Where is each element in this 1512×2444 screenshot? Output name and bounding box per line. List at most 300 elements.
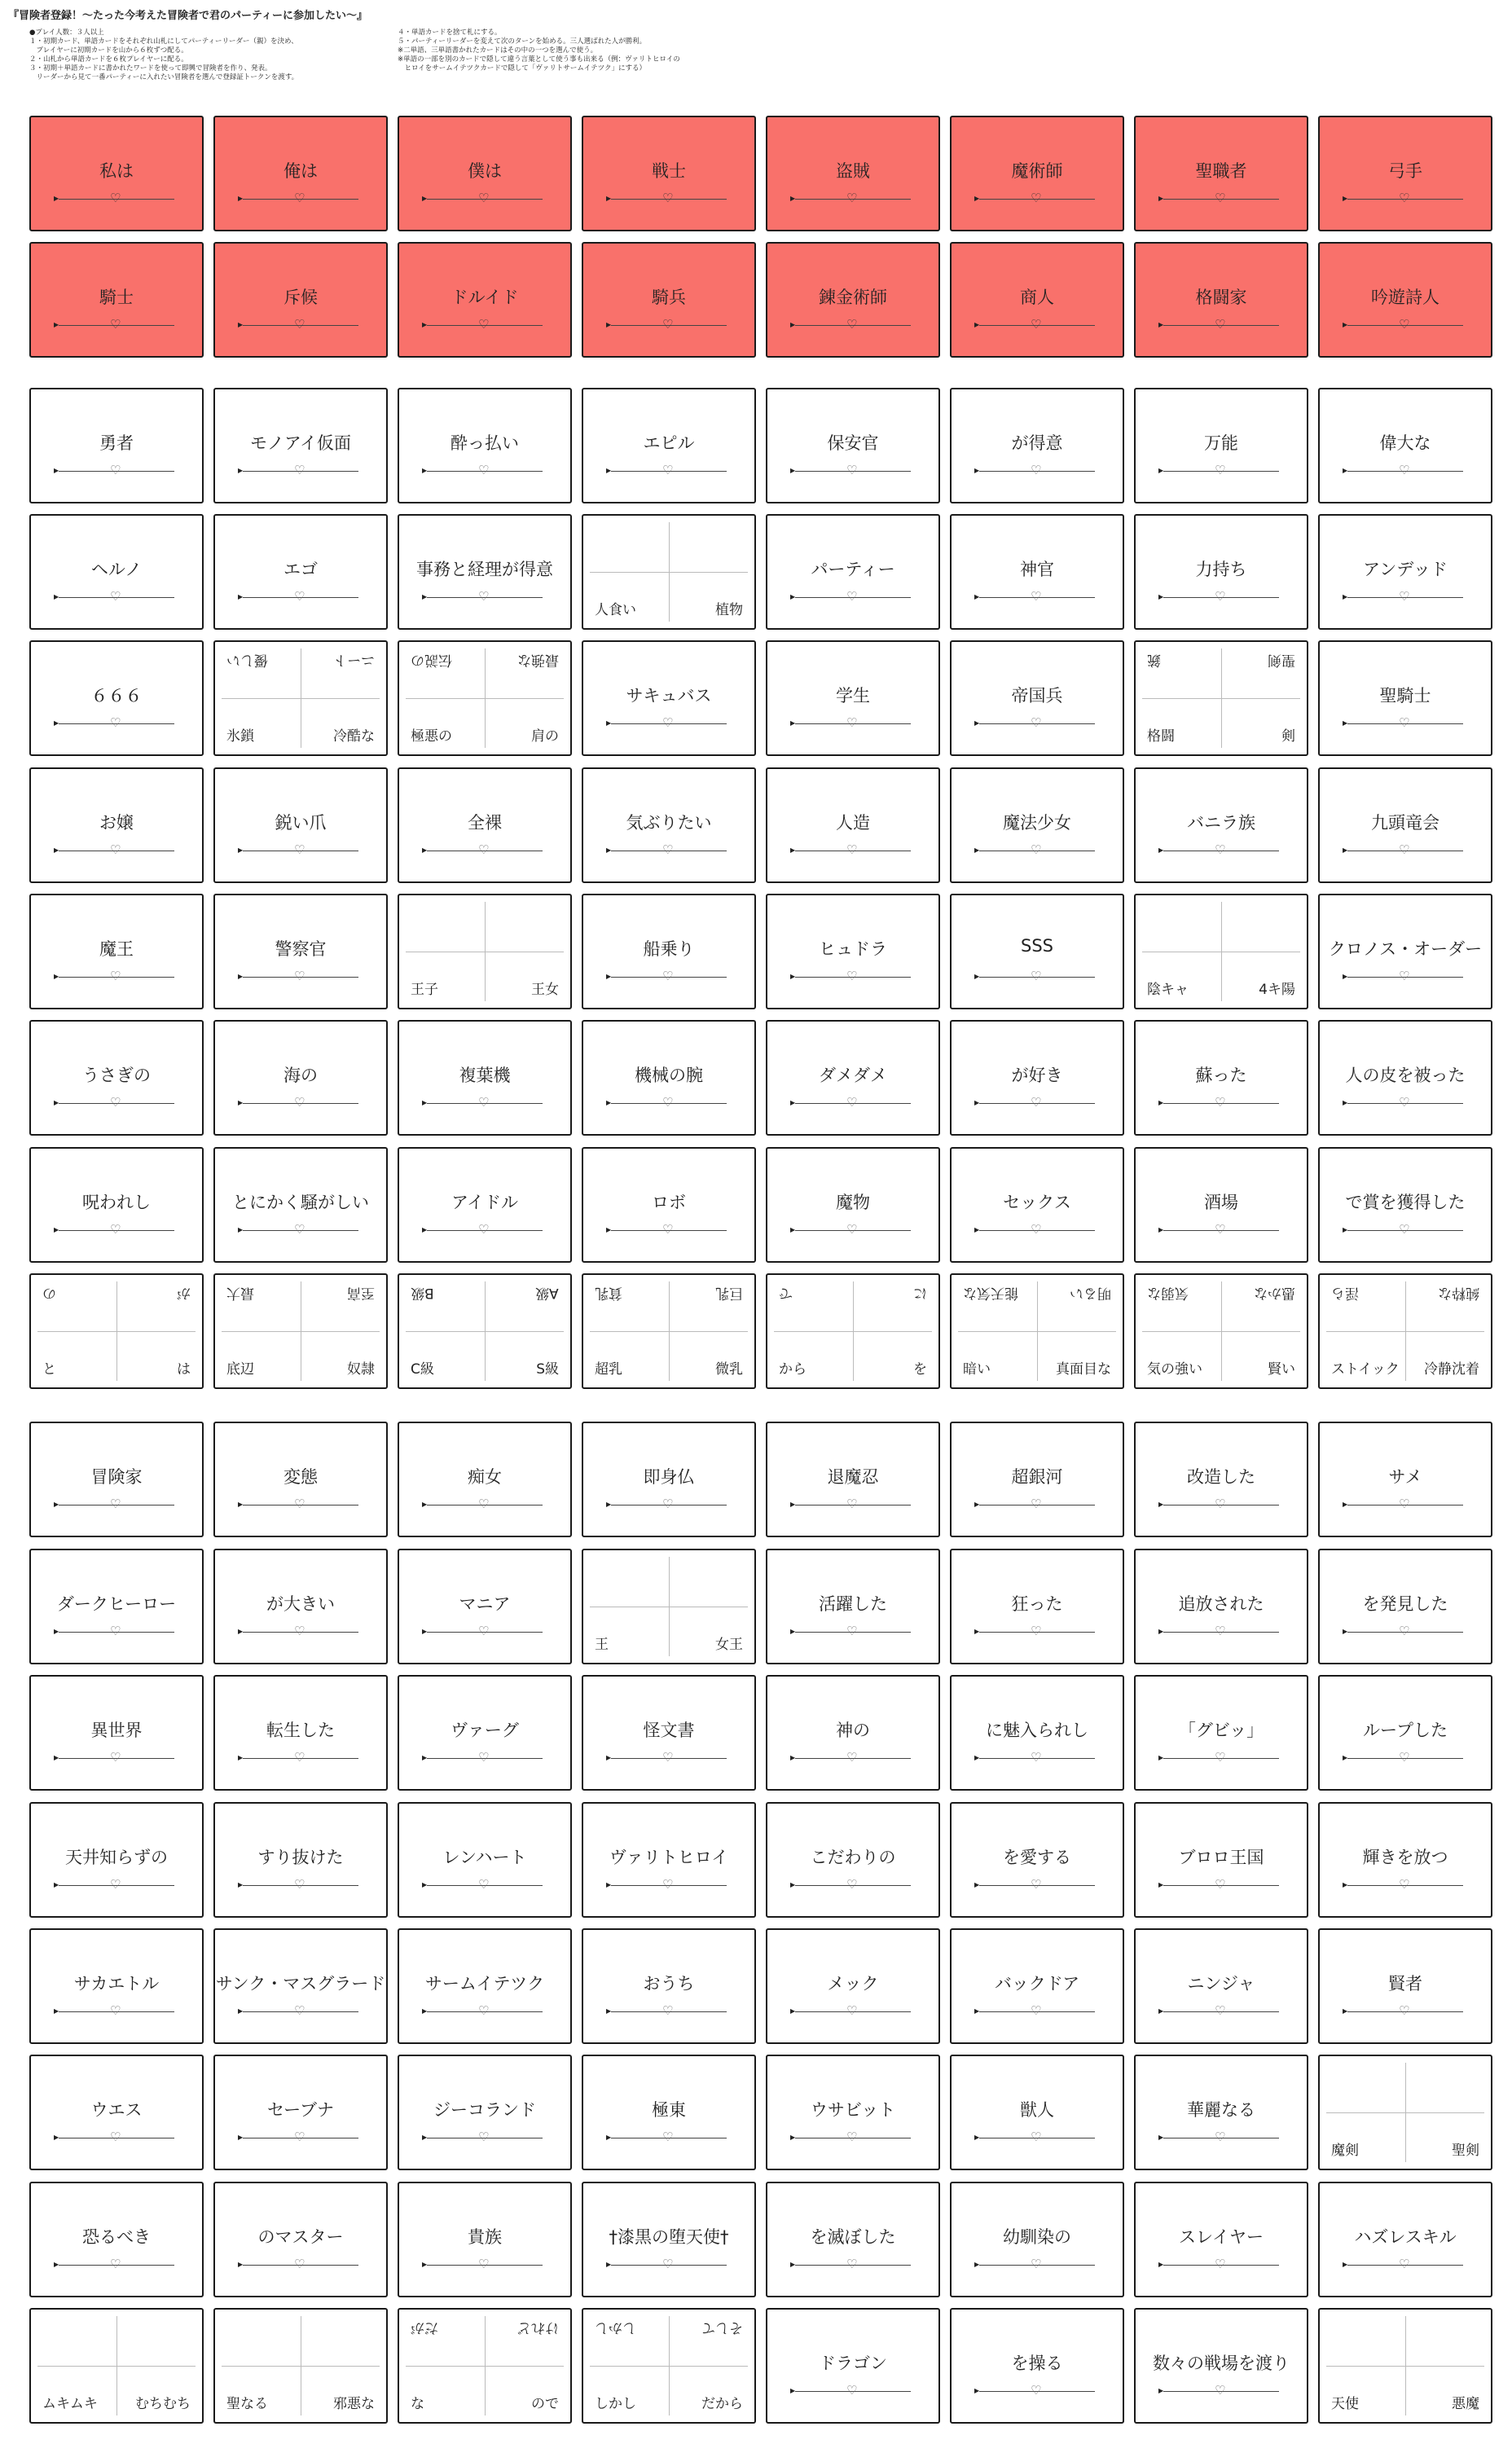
- heart-icon: ♡: [1031, 842, 1042, 857]
- word-card[interactable]: [1318, 2308, 1492, 2424]
- word-card[interactable]: [950, 1422, 1124, 1537]
- word-card[interactable]: [29, 2055, 204, 2170]
- card-word-tl: 淫ら: [1331, 1285, 1359, 1301]
- heart-icon: ♡: [294, 969, 305, 983]
- card-word-tl: 銃: [1147, 652, 1161, 668]
- card-word: ロボ: [652, 1193, 686, 1212]
- word-card[interactable]: [950, 767, 1124, 883]
- heart-icon: ♡: [478, 1222, 490, 1237]
- rule-line: リーダーから見て一番パーティーに入れたい冒険者を選んで登録証トークンを渡す。: [29, 73, 299, 81]
- card-word: 九頭竜会: [1371, 813, 1439, 833]
- word-card[interactable]: [766, 1802, 940, 1918]
- card-word: 俺は: [284, 161, 318, 181]
- word-card[interactable]: [213, 640, 388, 756]
- card-word: 騎士: [99, 288, 134, 307]
- word-card[interactable]: [582, 1020, 756, 1136]
- word-card[interactable]: [398, 894, 572, 1009]
- heart-icon: ♡: [846, 842, 858, 857]
- word-card[interactable]: [29, 894, 204, 1009]
- word-card[interactable]: [213, 1273, 388, 1389]
- heart-icon: ♡: [294, 2003, 305, 2018]
- card-divider-line: [974, 715, 1095, 730]
- heart-icon: ♡: [662, 1222, 674, 1237]
- card-divider-line: [606, 969, 727, 983]
- word-card[interactable]: [213, 116, 388, 231]
- word-card[interactable]: [950, 116, 1124, 231]
- card-horizontal-divider: [406, 698, 564, 699]
- card-divider-line: [54, 1624, 174, 1638]
- arrow-icon: ▶: [422, 1881, 428, 1888]
- arrow-icon: ▶: [238, 2134, 244, 2141]
- heart-icon: ♡: [478, 317, 490, 332]
- word-card[interactable]: [1318, 1020, 1492, 1136]
- card-divider-line: [54, 1750, 174, 1765]
- word-card[interactable]: [1134, 894, 1308, 1009]
- word-card[interactable]: [582, 1928, 756, 2044]
- card-word: が好き: [1011, 1066, 1063, 1085]
- word-card[interactable]: [29, 1147, 204, 1263]
- card-word: 商人: [1020, 288, 1054, 307]
- arrow-icon: ▶: [1158, 846, 1164, 854]
- word-card[interactable]: [1134, 116, 1308, 231]
- word-card[interactable]: [213, 1928, 388, 2044]
- word-card[interactable]: [766, 2308, 940, 2424]
- word-card[interactable]: [950, 1273, 1124, 1389]
- card-divider-line: [422, 1095, 543, 1110]
- word-card[interactable]: [766, 242, 940, 358]
- word-card[interactable]: [213, 1675, 388, 1791]
- word-card[interactable]: [582, 514, 756, 630]
- heart-icon: ♡: [1031, 1095, 1042, 1110]
- arrow-icon: ▶: [238, 2007, 244, 2015]
- word-card[interactable]: [29, 767, 204, 883]
- arrow-icon: ▶: [974, 467, 980, 474]
- word-card[interactable]: [582, 1675, 756, 1791]
- word-card[interactable]: [1318, 116, 1492, 231]
- word-card[interactable]: [1134, 1273, 1308, 1389]
- card-divider-line: [422, 1877, 543, 1892]
- word-card[interactable]: [1318, 640, 1492, 756]
- word-card[interactable]: [1318, 1928, 1492, 2044]
- word-card[interactable]: [29, 1549, 204, 1664]
- card-word: 異世界: [90, 1721, 143, 1740]
- card-divider-line: [238, 317, 358, 332]
- word-card[interactable]: [1318, 2182, 1492, 2297]
- word-card[interactable]: [582, 1147, 756, 1263]
- arrow-icon: ▶: [238, 195, 244, 202]
- word-card[interactable]: [950, 1802, 1124, 1918]
- word-card[interactable]: [213, 1020, 388, 1136]
- arrow-icon: ▶: [606, 1099, 612, 1106]
- arrow-icon: ▶: [1158, 1628, 1164, 1635]
- word-card[interactable]: [398, 1273, 572, 1389]
- word-card[interactable]: [1318, 1147, 1492, 1263]
- word-card[interactable]: [582, 767, 756, 883]
- word-card[interactable]: [213, 2055, 388, 2170]
- heart-icon: ♡: [110, 1222, 121, 1237]
- word-card[interactable]: [1134, 2055, 1308, 2170]
- card-divider-line: [974, 191, 1095, 205]
- word-card[interactable]: [1134, 1802, 1308, 1918]
- word-card[interactable]: [1134, 242, 1308, 358]
- heart-icon: ♡: [1215, 2003, 1226, 2018]
- word-card[interactable]: [582, 2308, 756, 2424]
- word-card[interactable]: [398, 116, 572, 231]
- word-card[interactable]: [766, 1273, 940, 1389]
- card-divider-line: [54, 2003, 174, 2018]
- word-card[interactable]: [1134, 388, 1308, 503]
- word-card[interactable]: [29, 640, 204, 756]
- card-horizontal-divider: [1142, 1331, 1300, 1332]
- card-divider-line: [1158, 2257, 1279, 2271]
- arrow-icon: ▶: [1343, 1754, 1348, 1761]
- arrow-icon: ▶: [422, 1099, 428, 1106]
- arrow-icon: ▶: [606, 2007, 612, 2015]
- word-card[interactable]: [950, 514, 1124, 630]
- word-card[interactable]: [582, 640, 756, 756]
- word-card[interactable]: [950, 1549, 1124, 1664]
- card-word: で賞を獲得した: [1345, 1193, 1466, 1212]
- word-card[interactable]: [29, 242, 204, 358]
- arrow-icon: ▶: [606, 973, 612, 980]
- word-card[interactable]: [29, 1422, 204, 1537]
- card-word: †漆黒の堕天使†: [609, 2227, 729, 2247]
- card-divider-line: [238, 969, 358, 983]
- arrow-icon: ▶: [1158, 195, 1164, 202]
- card-divider-line: [974, 1750, 1095, 1765]
- word-card[interactable]: [398, 1549, 572, 1664]
- word-card[interactable]: [582, 388, 756, 503]
- card-word-bl: ムキムキ: [42, 2396, 98, 2412]
- arrow-icon: ▶: [422, 321, 428, 328]
- heart-icon: ♡: [294, 589, 305, 604]
- word-card[interactable]: [213, 1549, 388, 1664]
- arrow-icon: ▶: [1158, 1754, 1164, 1761]
- card-word-br: 植物: [715, 602, 743, 618]
- word-card[interactable]: [213, 242, 388, 358]
- word-card[interactable]: [950, 1147, 1124, 1263]
- arrow-icon: ▶: [790, 195, 796, 202]
- word-card[interactable]: [1318, 1675, 1492, 1791]
- card-word: アンデッド: [1363, 560, 1448, 579]
- word-card[interactable]: [1134, 514, 1308, 630]
- word-card[interactable]: [1134, 1020, 1308, 1136]
- card-word: 神官: [1020, 560, 1054, 579]
- word-card[interactable]: [1318, 767, 1492, 883]
- word-card[interactable]: [398, 767, 572, 883]
- heart-icon: ♡: [478, 463, 490, 477]
- word-card[interactable]: [398, 242, 572, 358]
- card-divider-line: [422, 317, 543, 332]
- word-card[interactable]: [1318, 514, 1492, 630]
- word-card[interactable]: [29, 1675, 204, 1791]
- word-card[interactable]: [213, 388, 388, 503]
- card-divider-line: [54, 317, 174, 332]
- word-card[interactable]: [950, 2055, 1124, 2170]
- card-word-br: 冷静沈着: [1424, 1361, 1479, 1378]
- card-divider-line: [606, 317, 727, 332]
- word-card[interactable]: [213, 894, 388, 1009]
- arrow-icon: ▶: [422, 467, 428, 474]
- card-divider-line: [1343, 1222, 1463, 1237]
- word-card[interactable]: [29, 1273, 204, 1389]
- card-word: 狂った: [1011, 1594, 1063, 1614]
- arrow-icon: ▶: [606, 467, 612, 474]
- word-card[interactable]: [398, 388, 572, 503]
- card-divider-line: [422, 1624, 543, 1638]
- card-word-bl: 気の強い: [1147, 1361, 1202, 1378]
- word-card[interactable]: [1318, 388, 1492, 503]
- card-divider-line: [422, 2003, 543, 2018]
- card-word: 錬金術師: [819, 288, 887, 307]
- word-card[interactable]: [398, 2308, 572, 2424]
- word-card[interactable]: [766, 1675, 940, 1791]
- word-card[interactable]: [1134, 1422, 1308, 1537]
- heart-icon: ♡: [662, 715, 674, 730]
- word-card[interactable]: [1318, 2055, 1492, 2170]
- word-card[interactable]: [398, 1147, 572, 1263]
- card-horizontal-divider: [958, 1331, 1116, 1332]
- card-word: 魔法少女: [1003, 813, 1071, 833]
- word-card[interactable]: [398, 1422, 572, 1537]
- card-word: 怪文書: [643, 1721, 695, 1740]
- word-card[interactable]: [582, 1422, 756, 1537]
- card-divider-line: [606, 191, 727, 205]
- heart-icon: ♡: [294, 317, 305, 332]
- arrow-icon: ▶: [54, 2261, 59, 2268]
- card-divider-line: [790, 2383, 911, 2398]
- word-card[interactable]: [29, 2182, 204, 2297]
- word-card[interactable]: [582, 2182, 756, 2297]
- card-word: 数々の戦場を渡り: [1153, 2354, 1290, 2373]
- card-divider-line: [1343, 317, 1463, 332]
- word-card[interactable]: [29, 514, 204, 630]
- arrow-icon: ▶: [790, 1754, 796, 1761]
- word-card[interactable]: [766, 894, 940, 1009]
- word-card[interactable]: [950, 242, 1124, 358]
- word-card[interactable]: [766, 388, 940, 503]
- word-card[interactable]: [398, 1675, 572, 1791]
- word-card[interactable]: [950, 2182, 1124, 2297]
- word-card[interactable]: [766, 1422, 940, 1537]
- card-divider-line: [422, 589, 543, 604]
- word-card[interactable]: [213, 2182, 388, 2297]
- rule-line: プレイヤーに初期カードを山から６枚ずつ配る。: [29, 46, 188, 55]
- card-divider-line: [54, 589, 174, 604]
- word-card[interactable]: [213, 2308, 388, 2424]
- card-divider-line: [1158, 463, 1279, 477]
- arrow-icon: ▶: [54, 1754, 59, 1761]
- word-card[interactable]: [213, 767, 388, 883]
- word-card[interactable]: [582, 116, 756, 231]
- card-word: セックス: [1003, 1193, 1071, 1212]
- word-card[interactable]: [1318, 1802, 1492, 1918]
- word-card[interactable]: [950, 1928, 1124, 2044]
- heart-icon: ♡: [846, 2003, 858, 2018]
- card-divider-line: [790, 589, 911, 604]
- word-card[interactable]: [950, 388, 1124, 503]
- word-card[interactable]: [766, 1147, 940, 1263]
- heart-icon: ♡: [1215, 842, 1226, 857]
- word-card[interactable]: [398, 1928, 572, 2044]
- word-card[interactable]: [582, 242, 756, 358]
- heart-icon: ♡: [478, 2130, 490, 2144]
- card-word-br: 冷酷な: [333, 728, 375, 745]
- word-card[interactable]: [766, 116, 940, 231]
- word-card[interactable]: [582, 894, 756, 1009]
- word-card[interactable]: [766, 514, 940, 630]
- card-word: モノアイ仮面: [250, 433, 351, 453]
- arrow-icon: ▶: [54, 467, 59, 474]
- word-card[interactable]: [1134, 1928, 1308, 2044]
- heart-icon: ♡: [846, 589, 858, 604]
- card-word: が大きい: [266, 1594, 335, 1614]
- word-card[interactable]: [29, 1802, 204, 1918]
- arrow-icon: ▶: [1158, 1226, 1164, 1233]
- card-word-bl: 王: [595, 1637, 609, 1653]
- word-card[interactable]: [29, 1928, 204, 2044]
- arrow-icon: ▶: [422, 2134, 428, 2141]
- word-card[interactable]: [1134, 767, 1308, 883]
- heart-icon: ♡: [1399, 1624, 1410, 1638]
- card-word: ループした: [1363, 1721, 1448, 1740]
- heart-icon: ♡: [478, 589, 490, 604]
- card-word: を愛する: [1003, 1848, 1071, 1867]
- word-card[interactable]: [950, 1020, 1124, 1136]
- word-card[interactable]: [582, 1802, 756, 1918]
- word-card[interactable]: [1134, 2182, 1308, 2297]
- word-card[interactable]: [1318, 1273, 1492, 1389]
- word-card[interactable]: [213, 1147, 388, 1263]
- card-word: に魅入られし: [986, 1721, 1088, 1740]
- card-word: 弓手: [1388, 161, 1422, 181]
- heart-icon: ♡: [1031, 2130, 1042, 2144]
- arrow-icon: ▶: [974, 195, 980, 202]
- card-word-tl: の: [42, 1285, 56, 1301]
- heart-icon: ♡: [110, 842, 121, 857]
- heart-icon: ♡: [478, 191, 490, 205]
- arrow-icon: ▶: [790, 2261, 796, 2268]
- word-card[interactable]: [29, 2308, 204, 2424]
- word-card[interactable]: [213, 1422, 388, 1537]
- word-card[interactable]: [398, 2182, 572, 2297]
- card-divider-line: [1158, 2003, 1279, 2018]
- heart-icon: ♡: [294, 1095, 305, 1110]
- arrow-icon: ▶: [606, 1881, 612, 1888]
- word-card[interactable]: [1318, 242, 1492, 358]
- heart-icon: ♡: [1031, 1497, 1042, 1511]
- word-card[interactable]: [582, 2055, 756, 2170]
- rule-line: ５・パーティーリーダーを変えて次のターンを始める。三人選ばれた人が勝利。: [398, 37, 647, 46]
- card-divider-line: [974, 2003, 1095, 2018]
- word-card[interactable]: [582, 1273, 756, 1389]
- card-divider-line: [974, 463, 1095, 477]
- word-card[interactable]: [766, 1928, 940, 2044]
- card-word: とにかく騒がしい: [232, 1193, 369, 1212]
- word-card[interactable]: [1134, 1147, 1308, 1263]
- card-horizontal-divider: [590, 572, 748, 573]
- word-card[interactable]: [1134, 1675, 1308, 1791]
- word-card[interactable]: [950, 640, 1124, 756]
- word-card[interactable]: [398, 1020, 572, 1136]
- word-card[interactable]: [766, 2055, 940, 2170]
- word-card[interactable]: [213, 514, 388, 630]
- heart-icon: ♡: [846, 463, 858, 477]
- word-card[interactable]: [398, 514, 572, 630]
- arrow-icon: ▶: [790, 2387, 796, 2394]
- word-card[interactable]: [766, 2182, 940, 2297]
- card-word: うさぎの: [82, 1066, 151, 1085]
- heart-icon: ♡: [478, 2003, 490, 2018]
- word-card[interactable]: [1318, 1422, 1492, 1537]
- card-word: 勇者: [99, 433, 134, 453]
- card-divider-line: [238, 2257, 358, 2271]
- card-divider-line: [1343, 589, 1463, 604]
- card-word-bl: と: [42, 1361, 56, 1378]
- heart-icon: ♡: [1399, 969, 1410, 983]
- card-divider-line: [238, 1497, 358, 1511]
- arrow-icon: ▶: [606, 2134, 612, 2141]
- card-word-tl: 能天気な: [963, 1285, 1018, 1301]
- word-card[interactable]: [29, 1020, 204, 1136]
- word-card[interactable]: [766, 767, 940, 883]
- arrow-icon: ▶: [790, 2134, 796, 2141]
- heart-icon: ♡: [110, 1877, 121, 1892]
- card-word-tr: に: [913, 1285, 927, 1301]
- card-divider-line: [790, 317, 911, 332]
- card-word: マニア: [459, 1594, 511, 1614]
- word-card[interactable]: [766, 1549, 940, 1664]
- word-card[interactable]: [1134, 1549, 1308, 1664]
- card-word: 転生した: [266, 1721, 335, 1740]
- word-card[interactable]: [766, 640, 940, 756]
- arrow-icon: ▶: [1343, 973, 1348, 980]
- arrow-icon: ▶: [54, 2134, 59, 2141]
- word-card[interactable]: [766, 1020, 940, 1136]
- word-card[interactable]: [1318, 894, 1492, 1009]
- card-word: ニンジャ: [1187, 1974, 1255, 1993]
- word-card[interactable]: [1318, 1549, 1492, 1664]
- word-card[interactable]: [950, 894, 1124, 1009]
- heart-icon: ♡: [1215, 1877, 1226, 1892]
- arrow-icon: ▶: [606, 195, 612, 202]
- arrow-icon: ▶: [238, 2261, 244, 2268]
- word-card[interactable]: [582, 1549, 756, 1664]
- arrow-icon: ▶: [238, 1226, 244, 1233]
- heart-icon: ♡: [1215, 2383, 1226, 2398]
- card-word: 酔っ払い: [451, 433, 519, 453]
- word-card[interactable]: [950, 1675, 1124, 1791]
- word-card[interactable]: [398, 1802, 572, 1918]
- word-card[interactable]: [950, 2308, 1124, 2424]
- word-card[interactable]: [398, 640, 572, 756]
- word-card[interactable]: [213, 1802, 388, 1918]
- card-word: サカエトル: [73, 1974, 160, 1993]
- card-word: を滅ぼした: [810, 2227, 896, 2247]
- word-card[interactable]: [1134, 2308, 1308, 2424]
- word-card[interactable]: [29, 116, 204, 231]
- word-card[interactable]: [398, 2055, 572, 2170]
- arrow-icon: ▶: [54, 846, 59, 854]
- word-card[interactable]: [1134, 640, 1308, 756]
- word-card[interactable]: [29, 388, 204, 503]
- card-word: 船乗り: [643, 939, 695, 959]
- card-divider-line: [422, 1497, 543, 1511]
- card-horizontal-divider: [590, 2366, 748, 2367]
- card-word: 呪われし: [82, 1193, 151, 1212]
- card-word: 蘇った: [1195, 1066, 1247, 1085]
- card-word: 神の: [836, 1721, 870, 1740]
